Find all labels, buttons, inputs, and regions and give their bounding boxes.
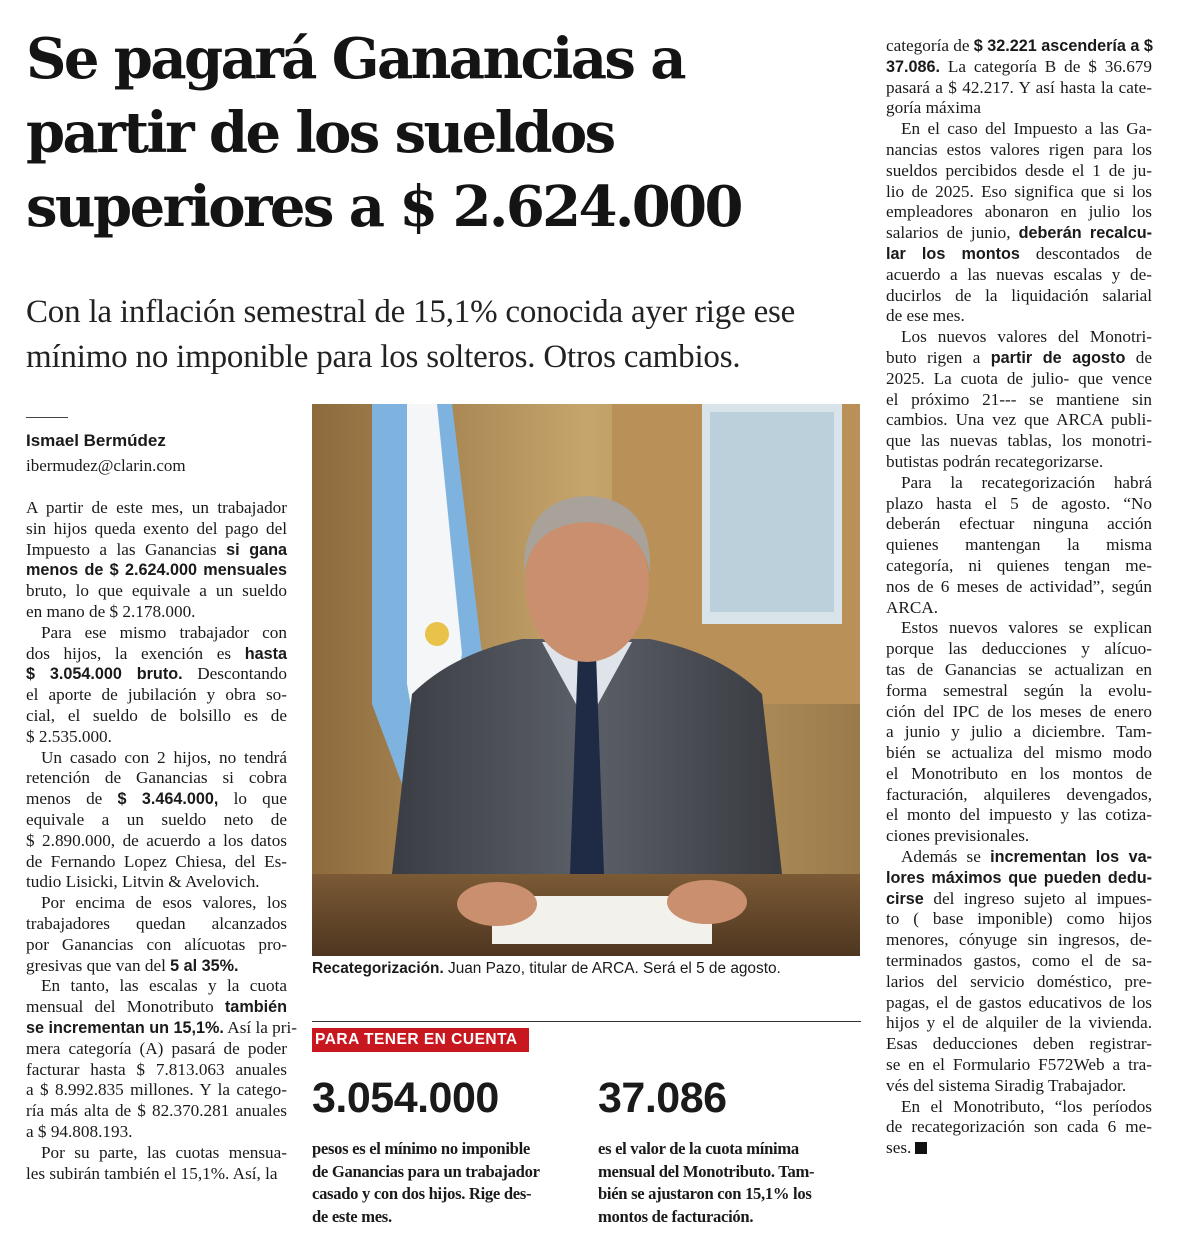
fact-line: bién se ajustaron con 15,1% los — [598, 1184, 812, 1203]
text-line: ducirlos de la liquidación salarial — [886, 285, 1152, 305]
text-line: a junio y julio a diciembre. Tam- — [886, 722, 1152, 742]
fact-line: es el valor de la cuota mínima — [598, 1139, 799, 1158]
text-line: butistas podrán recategorizarse. — [886, 451, 1104, 471]
text-line: facturación, alquileres devengados, — [886, 784, 1152, 804]
text-line: equivale a un sueldo neto de — [26, 809, 287, 829]
text-line: cirse del ingreso sujeto al impues- — [886, 888, 1152, 908]
text-line: vés del sistema Siradig Trabajador. — [886, 1075, 1127, 1095]
article-photo — [312, 404, 860, 956]
text-line: nancias estos valores rigen para los — [886, 139, 1152, 159]
deck-line: Con la inflación semestral de 15,1% conocida ayer rige ese — [26, 294, 796, 330]
fact-number: 3.054.000 — [312, 1074, 499, 1122]
article-column-3 — [886, 36, 1152, 1159]
text-line: Por encima de esos valores, los — [41, 893, 287, 913]
text-line: pagas, el de gastos educativos de los — [886, 992, 1152, 1012]
fact-line: pesos es el mínimo no imponible — [312, 1139, 530, 1158]
text-line: Estos nuevos valores se explican — [901, 618, 1152, 638]
text-line: les subirán también el 15,1%. Así, la — [26, 1163, 278, 1183]
text-line: ción del IPC de los meses de enero — [886, 701, 1152, 721]
headline — [26, 22, 866, 244]
fact-line: montos de facturación. — [598, 1206, 754, 1226]
text-line: ría más alta de $ 82.370.281 anuales — [26, 1101, 287, 1121]
text-line: trabajadores quedan alcanzados — [26, 913, 287, 933]
text-line: nos de 6 meses de actividad”, según — [886, 576, 1152, 596]
text-line: Impuesto a las Ganancias si gana — [26, 539, 287, 559]
text-line: por Ganancias con alícuotas pro- — [26, 934, 287, 954]
text-line: goría máxima — [886, 98, 981, 118]
text-line: pasará a $ 42.217. Y así hasta la cate- — [886, 77, 1152, 97]
text-line: quienes mantengan la misma — [886, 535, 1152, 555]
box-label: PARA TENER EN CUENTA — [312, 1028, 529, 1052]
text-line: bruto, lo que equivale a un sueldo — [26, 581, 287, 601]
text-line: ARCA. — [886, 597, 939, 617]
text-line: mera categoría (A) pasará de poder — [26, 1038, 287, 1058]
text-line: 2025. La cuota de julio- que vence — [886, 368, 1152, 388]
caption-text: Juan Pazo, titular de ARCA. Será el 5 de agosto. — [443, 960, 781, 977]
text-line: sin hijos queda exento del pago del — [26, 518, 287, 538]
text-line: que las nuevas tablas, los monotri- — [886, 431, 1152, 451]
byline-author: Ismael Bermúdez — [26, 431, 166, 450]
text-line: facturar hasta $ 7.813.063 anuales — [26, 1059, 287, 1079]
text-line: el aporte de jubilación y obra so- — [26, 685, 287, 705]
text-line: $ 2.890.000, de acuerdo a los datos — [26, 830, 287, 850]
deck-subheadline — [26, 290, 876, 380]
text-line: se incrementan un 15,1%. Así la pri- — [26, 1017, 297, 1037]
text-line: En tanto, las escalas y la cuota — [41, 976, 287, 996]
text-line: cambios. Una vez que ARCA publi- — [886, 410, 1152, 430]
text-line: el próximo 21--- se mantiene sin — [886, 389, 1152, 409]
text-line: dos hijos, la exención es hasta — [26, 643, 287, 663]
text-line: salarios de junio, deberán recalcu- — [886, 223, 1152, 243]
text-line: bién se actualiza del mismo modo — [886, 743, 1152, 763]
text-line: $ 2.535.000. — [26, 726, 112, 746]
byline-rule — [26, 417, 68, 418]
text-line: Para ese mismo trabajador con — [41, 622, 287, 642]
text-line: categoría, ni quienes tengan me- — [886, 555, 1152, 575]
text-line: lar los montos descontados de — [886, 243, 1152, 263]
text-line: A partir de este mes, un trabajador — [26, 498, 287, 517]
text-line: menos de $ 2.624.000 mensuales — [26, 561, 287, 580]
text-line: larios del servicio doméstico, pre- — [886, 971, 1152, 991]
text-line: $ 3.054.000 bruto. Descontando — [26, 664, 287, 684]
text-line: Los nuevos valores del Monotri- — [901, 327, 1152, 347]
fact-line: de este mes. — [312, 1206, 392, 1226]
text-line: a $ 94.808.193. — [26, 1121, 133, 1141]
text-line: Esas deducciones deben registrar- — [886, 1034, 1152, 1054]
text-line: de Fernando Lopez Chiesa, del Es- — [26, 851, 287, 871]
text-line: porque las deducciones y alícuo- — [886, 639, 1152, 659]
fact-line: casado y con dos hijos. Rige des- — [312, 1184, 532, 1203]
text-line: Además se incrementan los va- — [901, 847, 1152, 867]
text-line: lio de 2025. Eso significa que si los — [886, 181, 1152, 201]
photo-caption — [312, 960, 872, 978]
headline-line: Se pagará Ganancias a — [26, 26, 684, 92]
text-line: ciones previsionales. — [886, 826, 1030, 846]
fact-text — [312, 1138, 577, 1228]
text-line: categoría de $ 32.221 ascendería a $ — [886, 36, 1153, 55]
text-line: empleadores abonaron en julio los — [886, 202, 1152, 222]
text-line: 37.086. La categoría B de $ 36.679 — [886, 56, 1152, 76]
deck-line: mínimo no imponible para los solteros. Otros cambios. — [26, 339, 741, 375]
text-line: el monto del impuesto y las cotiza- — [886, 805, 1152, 825]
text-line: buto rigen a partir de agosto de — [886, 347, 1152, 367]
text-line: cial, el sueldo de bolsillo es de — [26, 705, 287, 725]
text-line: terminados gastos, como el de sa- — [886, 951, 1152, 971]
text-line: de recategorización son cada 6 me- — [886, 1117, 1152, 1137]
text-line: tudio Lisicki, Litvin & Avelovich. — [26, 872, 260, 892]
text-line: En el Monotributo, “los períodos — [901, 1096, 1152, 1116]
text-line: En el caso del Impuesto a las Ga- — [901, 119, 1152, 139]
text-line: el Monotributo en los montos de — [886, 763, 1152, 783]
text-line: retención de Ganancias si cobra — [26, 768, 287, 788]
byline-email[interactable]: ibermudez@clarin.com — [26, 456, 186, 475]
text-line: Para la recategorización habrá — [901, 472, 1152, 492]
text-line: plazo hasta el 5 de agosto. “No — [886, 493, 1152, 513]
caption-bold: Recategorización. — [312, 960, 444, 977]
article-column-1 — [26, 498, 297, 1184]
text-line: gresivas que van del 5 al 35%. — [26, 955, 239, 975]
text-line: hijos y el de alquiler de la vivienda. — [886, 1013, 1152, 1033]
text-line: se en el Formulario F572Web a tra- — [886, 1055, 1152, 1075]
photo-illustration — [312, 404, 860, 956]
headline-line: superiores a $ 2.624.000 — [26, 174, 741, 240]
text-line: forma semestral según la evolu- — [886, 680, 1152, 700]
text-line: deberán efectuar ninguna acción — [886, 514, 1152, 534]
fact-line: mensual del Monotributo. Tam- — [598, 1161, 815, 1181]
text-line: mensual del Monotributo también — [26, 997, 287, 1017]
text-line: to ( base imponible) como hijos — [886, 909, 1152, 929]
fact-line: de Ganancias para un trabajador — [312, 1161, 540, 1181]
end-mark-icon — [915, 1142, 927, 1154]
text-line: tas de Ganancias se actualizan en — [886, 659, 1152, 679]
text-line: Un casado con 2 hijos, no tendrá — [41, 747, 287, 767]
text-line: ses. — [886, 1138, 1152, 1159]
text-line: sueldos percibidos desde el 1 de ju- — [886, 160, 1152, 180]
headline-line: partir de los sueldos — [26, 100, 614, 166]
text-line: de ese mes. — [886, 306, 965, 326]
text-line: Por su parte, las cuotas mensua- — [41, 1142, 287, 1162]
text-line: a $ 8.992.835 millones. Y la catego- — [26, 1080, 287, 1100]
fact-number: 37.086 — [598, 1074, 727, 1122]
text-line: acuerdo a las nuevas escalas y de- — [886, 264, 1152, 284]
box-rule — [312, 1021, 861, 1022]
fact-text — [598, 1138, 863, 1228]
text-line: menos de $ 3.464.000, lo que — [26, 789, 288, 809]
text-line: menores, cónyuge sin ingresos, de- — [886, 930, 1152, 950]
text-line: en mano de $ 2.178.000. — [26, 601, 196, 621]
text-line: lores máximos que pueden dedu- — [886, 868, 1152, 887]
